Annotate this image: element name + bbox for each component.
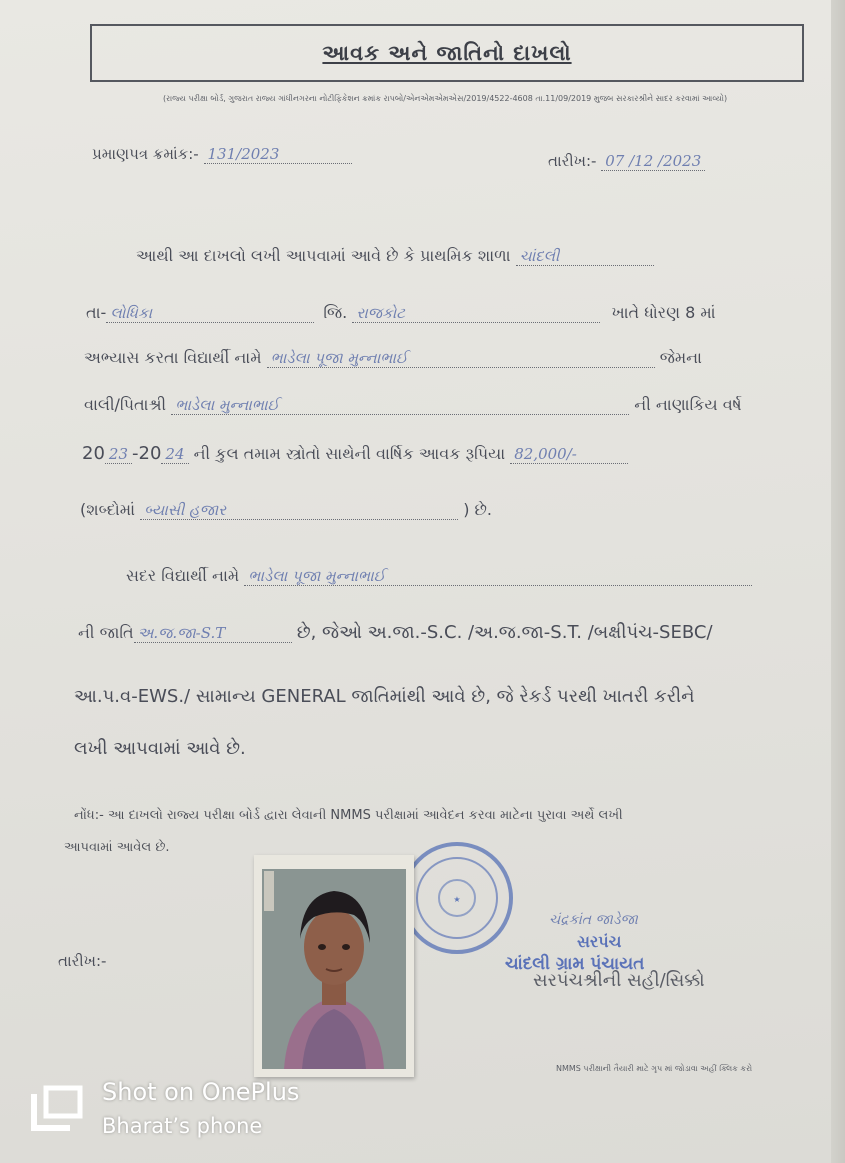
note-line2: આપવામાં આવેલ છે. — [64, 840, 170, 855]
sign-title: સરપંચ — [577, 932, 622, 951]
handwritten-signature: ચંદ્રકાંત જાડેજા — [549, 912, 638, 928]
certificate-number-row — [92, 145, 352, 164]
caste-options: છે, જેઓ અ.જા.-S.C. /અ.જ.જા-S.T. /બક્ષીપંચ-SEBC/ — [296, 622, 713, 643]
income-text: ની કુલ તમામ સ્ત્રોતો સાથેની વાર્ષિક આવક રૂપિયા — [193, 444, 506, 463]
note-line1: નોંધ:- આ દાખલો રાજ્ય પરીક્ષા બોર્ડ દ્વારા લેવાની NMMS પરીક્ષામાં આવેદન કરવા માટેના પુરાવા અર્થે લખી — [74, 808, 623, 823]
student-suffix: જેમના — [659, 348, 702, 367]
watermark-line2: Bharat’s phone — [102, 1114, 263, 1138]
date-value: 07 /12 /2023 — [601, 152, 705, 171]
year-start-prefix: 20 — [82, 443, 105, 464]
year-start-hand: 23 — [105, 445, 132, 464]
para2-line3: આ.પ.વ-EWS./ સામાન્ય GENERAL જાતિમાંથી આવે છે, જે રેકર્ડ પરથી ખાતરી કરીને — [74, 686, 695, 707]
class-text: ખાતે ધોરણ 8 માં — [611, 303, 716, 322]
para2-label: સદર વિદ્યાર્થી નામે — [126, 566, 240, 585]
sign-caption: સરપંચશ્રીની સહી/સિક્કો — [533, 970, 705, 991]
oneplus-logo-icon — [30, 1084, 84, 1132]
title-box — [90, 24, 804, 82]
taluka-label: તા- — [86, 303, 107, 322]
year-dash: -20 — [132, 443, 162, 464]
caste-label: ની જાતિ — [78, 623, 134, 642]
certificate-number-label: પ્રમાણપત્ર ક્રમાંક:- — [92, 145, 199, 163]
para1-line6 — [80, 500, 492, 520]
sarpanch-signature — [505, 912, 765, 1002]
school-name: ચાંદલી — [516, 247, 654, 266]
student-label: અભ્યાસ કરતા વિદ્યાર્થી નામે — [84, 348, 262, 367]
income-words: બ્યાસી હજાર — [140, 501, 458, 520]
guardian-name: ભાડેલા મુન્નાભાઈ — [171, 396, 629, 415]
words-close: ) છે. — [463, 500, 492, 519]
para1-line5 — [82, 443, 628, 464]
para1-line3 — [84, 348, 702, 368]
portrait-image — [262, 869, 406, 1069]
year-end-hand: 24 — [161, 445, 188, 464]
para2-name: ભાડેલા પૂજા મુન્નાભાઈ — [244, 567, 752, 586]
income-amount: 82,000/- — [510, 445, 628, 464]
camera-watermark — [30, 1078, 370, 1148]
para1-line4 — [84, 395, 742, 415]
para2-line2 — [78, 622, 713, 643]
footer-note: NMMS પરીક્ષાની તૈયારી માટે ગૃપ માં જોડાવા અહીં ક્લિક કરો — [556, 1064, 753, 1073]
date-row — [548, 152, 705, 171]
date-label: તારીખ:- — [548, 152, 597, 170]
para1-line2 — [86, 303, 716, 323]
paper-edge — [831, 0, 845, 1163]
district-label: જિ. — [323, 303, 348, 322]
document-title: આવક અને જાતિનો દાખલો — [322, 40, 572, 65]
words-open: (શબ્દોમાં — [80, 500, 135, 519]
watermark-line1: Shot on OnePlus — [102, 1078, 300, 1106]
para2-line4: લખી આપવામાં આવે છે. — [74, 738, 246, 759]
bottom-date-label: તારીખ:- — [58, 952, 107, 970]
certificate-number-value: 131/2023 — [204, 145, 352, 164]
student-photo — [254, 855, 414, 1077]
student-name: ભાડેલા પૂજા મુન્નાભાઈ — [267, 349, 655, 368]
district-value: રાજકોટ — [352, 304, 600, 323]
year-suffix: ની નાણાકિય વર્ષ — [634, 395, 742, 414]
photo-portrait — [262, 869, 406, 1069]
caste-value: અ.જ.જા-S.T — [134, 624, 292, 643]
sign-panchayat: ચાંદલી ગ્રામ પંચાયત — [505, 954, 645, 974]
guardian-label: વાલી/પિતાશ્રી — [84, 395, 167, 414]
taluka-value: લોધિકા — [106, 304, 314, 323]
notification-fine-print: (રાજ્ય પરીક્ષા બોર્ડ, ગુજરાત રાજ્ય ગાંધીનગરના નોટીફિકેશન ક્રમાંક રાપબો/એનએમએમએસ/2019/4522-4608 તા.11/09/2019 મુજબ સરકારશ્રીને સાદર કરવામાં આવ્યો) — [162, 94, 728, 103]
para2-line1 — [126, 566, 752, 586]
para1-line1 — [136, 246, 654, 266]
para1-intro: આથી આ દાખલો લખી આપવામાં આવે છે કે પ્રાથમિક શાળા — [136, 246, 511, 265]
svg-text:★: ★ — [453, 895, 461, 904]
